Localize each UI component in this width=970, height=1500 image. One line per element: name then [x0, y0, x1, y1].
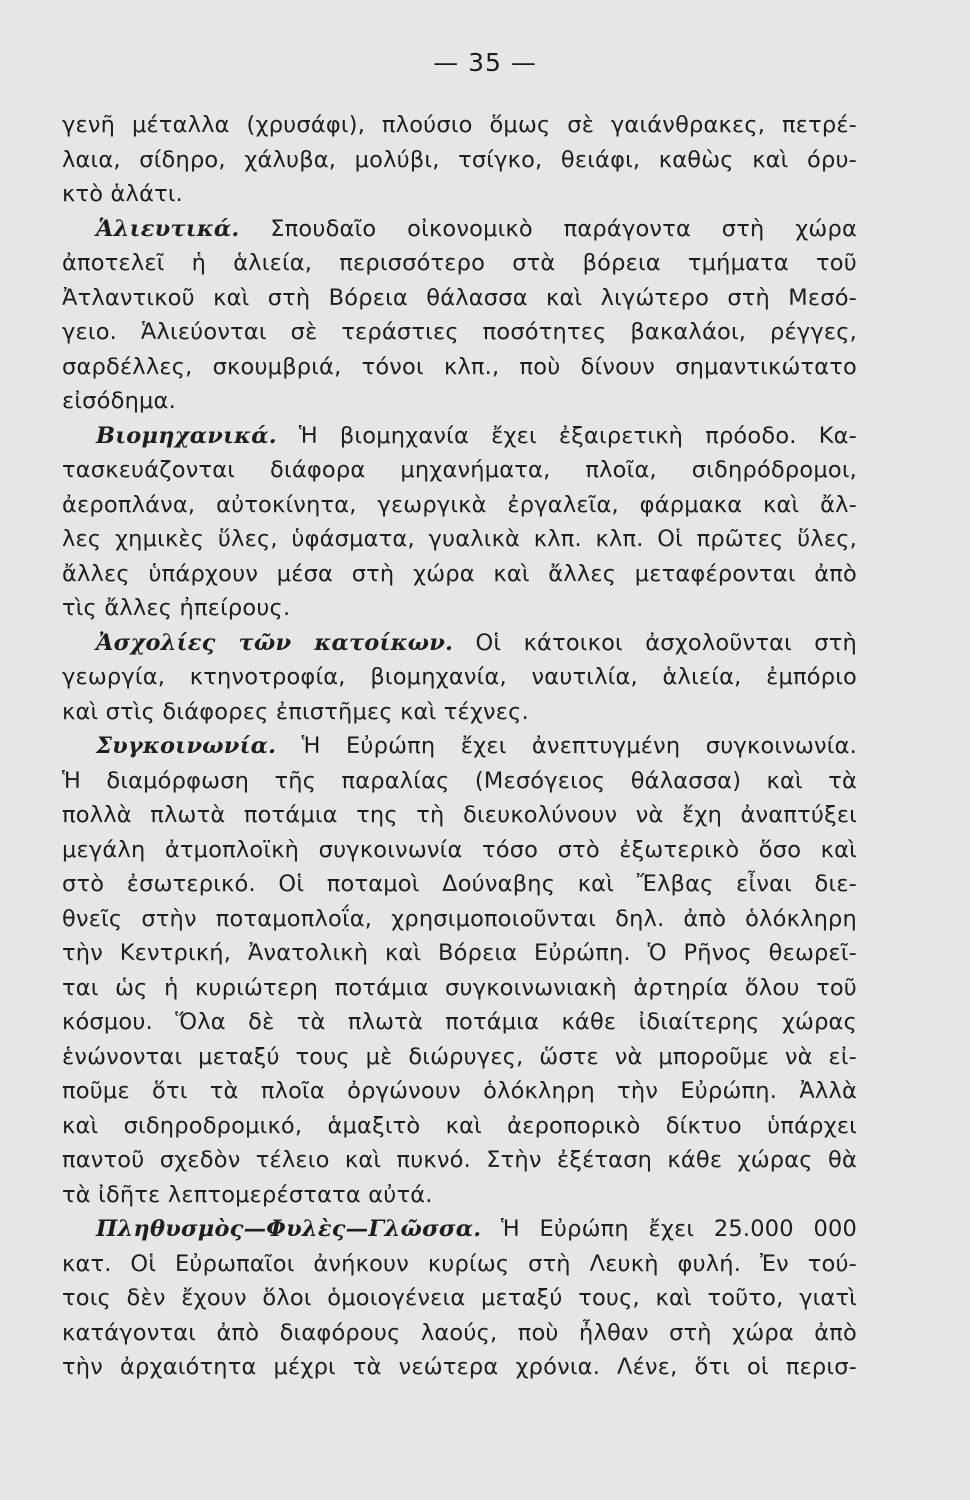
text-line [62, 143, 857, 178]
line-text: καὶ στὶς διάφορες ἐπιστῆμες καὶ τέχνες. [62, 698, 529, 725]
text-line [62, 833, 857, 868]
text-line [62, 798, 857, 833]
line-text: Ἡ βιομηχανία ἔχει ἐξαιρετικὴ πρόοδο. Κα- [276, 422, 857, 449]
text-line [62, 1178, 857, 1213]
line-text: εἰσόδημα. [62, 388, 176, 414]
line-text: Ἡ Εὐρώπη ἔχει 25.000 000 [481, 1216, 857, 1242]
text-line [62, 557, 857, 592]
line-text: ἄλλες ὑπάρχουν μέσα στὴ χώρα καὶ ἄλλες μεταφέρονται ἀπὸ [62, 560, 857, 587]
section-heading-line [62, 1212, 857, 1247]
section-heading: Ἁλιευτικά. [96, 215, 240, 242]
text-line [62, 764, 857, 799]
line-text: τὴν Κεντρική, Ἀνατολικὴ καὶ Βόρεια Εὐρώπη. Ὁ Ρῆνος θεωρεῖ- [62, 940, 857, 966]
line-text: λες χημικὲς ὕλες, ὑφάσματα, γυαλικὰ κλπ. κλπ. Οἱ πρῶτες ὕλες, [62, 526, 857, 552]
text-line [62, 591, 857, 626]
section-heading: Ἀσχολίες τῶν κατοίκων. [96, 629, 454, 656]
text-line [62, 695, 857, 730]
text-line [62, 1143, 857, 1178]
section-heading: Βιομηχανικά. [96, 422, 277, 449]
line-text: στὸ ἐσωτερικό. Οἱ ποταμοὶ Δούναβης καὶ Ἔλβας εἶναι διε- [62, 871, 857, 897]
text-line [62, 315, 857, 350]
text-line [62, 384, 857, 419]
section-heading-line [62, 626, 857, 661]
line-text: τὰ ἰδῆτε λεπτομερέστατα αὐτά. [62, 1181, 433, 1208]
line-text: κτὸ ἁλάτι. [62, 181, 184, 207]
line-text: ἀποτελεῖ ἡ ἁλιεία, περισσότερο στὰ βόρεια τμήματα τοῦ [62, 250, 857, 276]
section-heading: Πληθυσμὸς—Φυλὲς—Γλῶσσα. [96, 1216, 482, 1242]
line-text: τὶς ἄλλες ἠπείρους. [62, 595, 291, 621]
line-text: θνεῖς στὴν ποταμοπλοΐα, χρησιμοποιοῦνται δηλ. ἀπὸ ὁλόκληρη [62, 905, 857, 932]
line-text: κατ. Οἱ Εὐρωπαῖοι ἀνήκουν κυρίως στὴ Λευκὴ φυλή. Ἐν τού- [62, 1250, 857, 1277]
text-line [62, 867, 857, 902]
line-text: γειο. Ἁλιεύονται σὲ τεράστιες ποσότητες βακαλάοι, ρέγγες, [62, 319, 857, 345]
text-line [62, 936, 857, 971]
line-text: τοις δὲν ἔχουν ὅλοι ὁμοιογένεια μεταξύ τους, καὶ τοῦτο, γιατὶ [62, 1285, 857, 1311]
line-text: ται ὡς ἡ κυριώτερη ποτάμια συγκοινωνιακὴ ἀρτηρία ὅλου τοῦ [62, 974, 857, 1001]
page-number: — 35 — [433, 48, 537, 77]
text-line [62, 1074, 857, 1109]
line-text: Ἡ διαμόρφωση τῆς παραλίας (Μεσόγειος θάλασσα) καὶ τὰ [62, 767, 857, 794]
line-text: κατάγονται ἀπὸ διαφόρους λαούς, ποὺ ἦλθαν στὴ χώρα ἀπὸ [62, 1319, 857, 1346]
section-heading-line [62, 729, 857, 764]
text-line [62, 246, 857, 281]
text-line [62, 660, 857, 695]
line-text: γεωργία, κτηνοτροφία, βιομηχανία, ναυτιλία, ἁλιεία, ἐμπόριο [62, 664, 857, 690]
text-line [62, 350, 857, 385]
text-line [62, 1005, 857, 1040]
text-line [62, 1350, 857, 1385]
line-text: σαρδέλλες, σκουμβριά, τόνοι κλπ., ποὺ δίνουν σημαντικώτατο [62, 353, 857, 380]
text-line [62, 1109, 857, 1144]
text-line [62, 1316, 857, 1351]
line-text: Ἡ Εὐρώπη ἔχει ἀνεπτυγμένη συγκοινωνία. [276, 733, 857, 759]
line-text: παντοῦ σχεδὸν τέλειο καὶ πυκνό. Στὴν ἐξέταση κάθε χώρας θὰ [62, 1147, 857, 1173]
line-text: Σπουδαῖο οἰκονομικὸ παράγοντα στὴ χώρα [239, 215, 857, 242]
text-line [62, 522, 857, 557]
text-line [62, 1040, 857, 1075]
line-text: ποῦμε ὅτι τὰ πλοῖα ὀργώνουν ὁλόκληρη τὴν Εὐρώπη. Ἀλλὰ [62, 1078, 857, 1104]
text-line [62, 177, 857, 212]
text-line [62, 1281, 857, 1316]
line-text: τασκευάζονται διάφορα μηχανήματα, πλοῖα, σιδηρόδρομοι, [62, 457, 857, 483]
line-text: κόσμου. Ὅλα δὲ τὰ πλωτὰ ποτάμια κάθε ἰδιαίτερης χώρας [62, 1009, 857, 1035]
line-text: λαια, σίδηρο, χάλυβα, μολύβι, τσίγκο, θειάφι, καθὼς καὶ όρυ- [62, 146, 857, 173]
section-heading-line [62, 212, 857, 247]
body-text [62, 108, 857, 1385]
line-text: καὶ σιδηροδρομικό, ἁμαξιτὸ καὶ ἀεροπορικὸ δίκτυο ὑπάρχει [62, 1112, 857, 1139]
line-text: Ἀτλαντικοῦ καὶ στὴ Βόρεια θάλασσα καὶ λιγώτερο στὴ Μεσό- [62, 284, 857, 311]
section-heading: Συγκοινωνία. [96, 733, 277, 759]
text-line [62, 902, 857, 937]
line-text: ἑνώνονται μεταξύ τους μὲ διώρυγες, ὥστε νὰ μποροῦμε νὰ εἰ- [62, 1043, 857, 1070]
text-line [62, 971, 857, 1006]
line-text: γενῆ μέταλλα (χρυσάφι), πλούσιο ὅμως σὲ γαιάνθρακες, πετρέ- [62, 112, 857, 138]
text-line [62, 1247, 857, 1282]
line-text: πολλὰ πλωτὰ ποτάμια της τὴ διευκολύνουν νὰ ἔχη ἀναπτύξει [62, 802, 857, 828]
line-text: μεγάλη ἀτμοπλοϊκὴ συγκοινωνία τόσο στὸ ἐξωτερικὸ ὅσο καὶ [62, 836, 857, 863]
text-line [62, 108, 857, 143]
text-line [62, 453, 857, 488]
line-text: Οἱ κάτοικοι ἀσχολοῦνται στὴ [453, 629, 857, 656]
line-text: ἀεροπλάνα, αὐτοκίνητα, γεωργικὰ ἐργαλεῖα, φάρμακα καὶ ἄλ- [62, 491, 857, 518]
section-heading-line [62, 419, 857, 454]
text-line [62, 281, 857, 316]
text-line [62, 488, 857, 523]
line-text: τὴν ἀρχαιότητα μέχρι τὰ νεώτερα χρόνια. Λένε, ὅτι οἱ περισ- [62, 1354, 857, 1380]
